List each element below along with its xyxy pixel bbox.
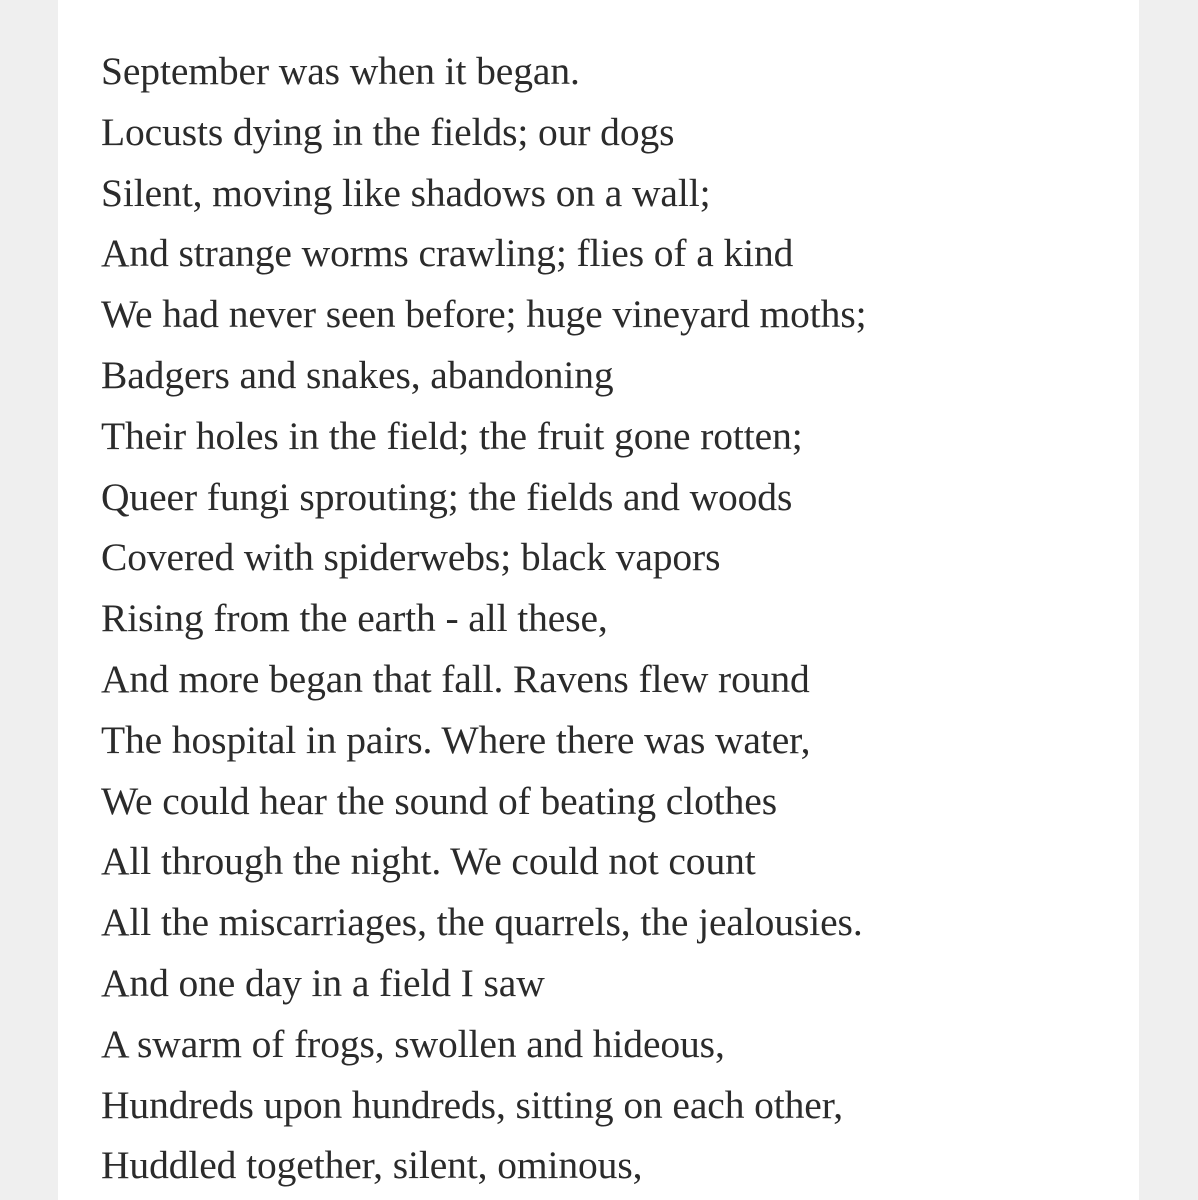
poem-line: A swarm of frogs, swollen and hideous, [101, 1021, 725, 1066]
poem-line: The hospital in pairs. Where there was water, [101, 717, 811, 762]
poem-line: Huddled together, silent, ominous, [101, 1143, 643, 1188]
poem-text [101, 41, 866, 1196]
poem-line: September was when it began. [101, 49, 580, 93]
poem-line: All through the night. We could not count [101, 839, 756, 884]
poem-line: And one day in a field I saw [101, 960, 545, 1005]
poem-line: Queer fungi sprouting; the fields and woods [101, 474, 793, 519]
poem-line: We had never seen before; huge vineyard moths; [101, 292, 867, 337]
poem-line: And strange worms crawling; flies of a kind [101, 231, 794, 276]
poem-line: All the miscarriages, the quarrels, the jealousies. [101, 900, 863, 945]
poem-line: Covered with spiderwebs; black vapors [101, 535, 721, 580]
poem-line: And more began that fall. Ravens flew round [101, 656, 810, 701]
poem-line: Silent, moving like shadows on a wall; [101, 170, 711, 215]
poem-line: Hundreds upon hundreds, sitting on each other, [101, 1082, 843, 1127]
document-page [58, 0, 1139, 1200]
poem-line: Badgers and snakes, abandoning [101, 352, 614, 397]
poem-line: Their holes in the field; the fruit gone rotten; [101, 413, 803, 458]
poem-line: We could hear the sound of beating clothes [101, 778, 777, 823]
poem-line: Locusts dying in the fields; our dogs [101, 109, 675, 154]
poem-line: Rising from the earth - all these, [101, 596, 608, 641]
